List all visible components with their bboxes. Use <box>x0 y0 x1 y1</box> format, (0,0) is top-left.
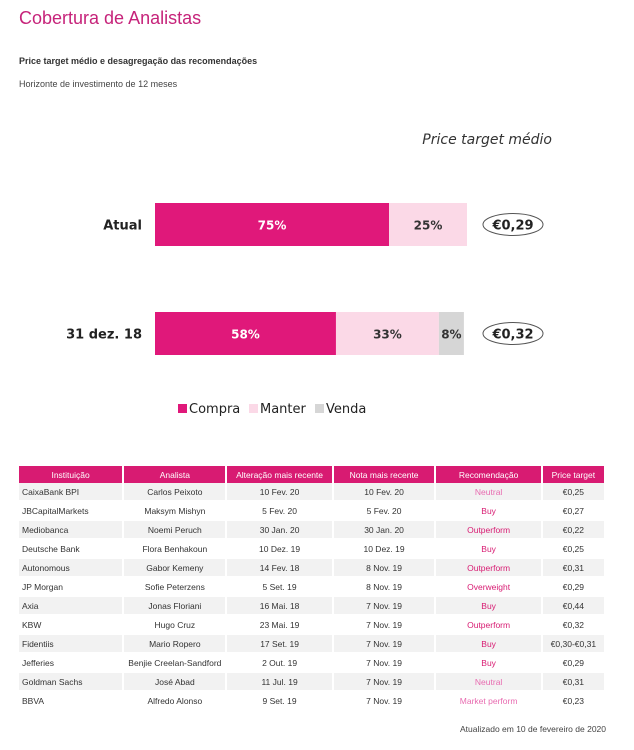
table-row <box>19 634 605 653</box>
cell-analyst: Flora Benhakoun <box>123 539 226 558</box>
cell-analyst: Noemi Peruch <box>123 520 226 539</box>
legend-label: Compra <box>189 402 241 417</box>
cell-price-target: €0,29 <box>542 577 605 596</box>
cell-institution: Fidentiis <box>19 634 123 653</box>
cell-recommendation: Buy <box>435 653 541 672</box>
updated-note: Atualizado em 10 de fevereiro de 2020 <box>459 724 606 734</box>
legend-label: Venda <box>326 402 367 417</box>
cell-institution: BBVA <box>19 691 123 710</box>
table-header-row <box>19 466 605 483</box>
cell-latest-change: 23 Mai. 19 <box>226 615 332 634</box>
cell-recommendation: Buy <box>435 596 541 615</box>
cell-institution: CaixaBank BPI <box>19 483 123 501</box>
col-header-price-target: Price target <box>542 466 605 483</box>
cell-latest-note: 30 Jan. 20 <box>333 520 436 539</box>
bar-value-label: 58% <box>231 327 260 342</box>
table-row <box>19 539 605 558</box>
chart-subtitle: Price target médio e desagregação das recomendações <box>19 56 258 66</box>
cell-analyst: Hugo Cruz <box>123 615 226 634</box>
cell-latest-note: 10 Fev. 20 <box>333 483 436 501</box>
cell-analyst: Maksym Mishyn <box>123 501 226 520</box>
cell-recommendation: Outperform <box>435 520 541 539</box>
bar-value-label: 25% <box>413 218 443 233</box>
bar-value-label: 8% <box>441 327 462 342</box>
cell-price-target: €0,44 <box>542 596 605 615</box>
cell-analyst: Alfredo Alonso <box>123 691 226 710</box>
page-title: Cobertura de Analistas <box>19 8 202 28</box>
cell-price-target: €0,32 <box>542 615 605 634</box>
col-header-institution: Instituição <box>19 466 123 483</box>
cell-latest-change: 10 Dez. 19 <box>226 539 332 558</box>
chart-header: Price target médio <box>422 132 552 148</box>
cell-institution: Axia <box>19 596 123 615</box>
cell-price-target: €0,30-€0,31 <box>542 634 605 653</box>
cell-price-target: €0,31 <box>542 672 605 691</box>
table-row <box>19 653 605 672</box>
cell-analyst: José Abad <box>123 672 226 691</box>
cell-price-target: €0,22 <box>542 520 605 539</box>
cell-latest-change: 5 Fev. 20 <box>226 501 332 520</box>
table-row <box>19 520 605 539</box>
col-header-recommendation: Recomendação <box>435 466 541 483</box>
cell-recommendation: Buy <box>435 539 541 558</box>
cell-latest-change: 17 Set. 19 <box>226 634 332 653</box>
table-row <box>19 596 605 615</box>
cell-analyst: Sofie Peterzens <box>123 577 226 596</box>
cell-latest-note: 8 Nov. 19 <box>333 577 436 596</box>
cell-latest-change: 5 Set. 19 <box>226 577 332 596</box>
cell-price-target: €0,27 <box>542 501 605 520</box>
analyst-table <box>19 466 606 711</box>
cell-analyst: Mario Ropero <box>123 634 226 653</box>
table-row <box>19 672 605 691</box>
cell-institution: KBW <box>19 615 123 634</box>
recommendation-chart <box>0 120 634 430</box>
cell-latest-change: 14 Fev. 18 <box>226 558 332 577</box>
category-label: Atual <box>103 218 142 234</box>
table-row <box>19 483 605 501</box>
cell-latest-change: 2 Out. 19 <box>226 653 332 672</box>
cell-latest-change: 9 Set. 19 <box>226 691 332 710</box>
bar-value-label: 33% <box>373 327 402 342</box>
cell-analyst: Gabor Kemeny <box>123 558 226 577</box>
investment-horizon: Horizonte de investimento de 12 meses <box>19 79 178 89</box>
cell-latest-note: 7 Nov. 19 <box>333 653 436 672</box>
cell-institution: Mediobanca <box>19 520 123 539</box>
cell-institution: Deutsche Bank <box>19 539 123 558</box>
cell-institution: JBCapitalMarkets <box>19 501 123 520</box>
cell-analyst: Carlos Peixoto <box>123 483 226 501</box>
col-header-latest-change: Alteração mais recente <box>226 466 332 483</box>
cell-recommendation: Market perform <box>435 691 541 710</box>
cell-latest-note: 7 Nov. 19 <box>333 596 436 615</box>
table-body <box>19 483 605 710</box>
cell-latest-note: 8 Nov. 19 <box>333 558 436 577</box>
cell-latest-change: 30 Jan. 20 <box>226 520 332 539</box>
category-label: 31 dez. 18 <box>66 327 142 343</box>
bar-value-label: 75% <box>257 218 287 233</box>
cell-recommendation: Buy <box>435 501 541 520</box>
legend-swatch <box>249 404 258 413</box>
cell-price-target: €0,31 <box>542 558 605 577</box>
table-row <box>19 577 605 596</box>
cell-price-target: €0,25 <box>542 539 605 558</box>
cell-latest-change: 16 Mai. 18 <box>226 596 332 615</box>
cell-latest-change: 10 Fev. 20 <box>226 483 332 501</box>
table-row <box>19 615 605 634</box>
cell-latest-note: 5 Fev. 20 <box>333 501 436 520</box>
table-row <box>19 691 605 710</box>
cell-latest-note: 10 Dez. 19 <box>333 539 436 558</box>
price-target-value: €0,32 <box>492 327 534 343</box>
cell-latest-note: 7 Nov. 19 <box>333 691 436 710</box>
legend-swatch <box>315 404 324 413</box>
cell-latest-note: 7 Nov. 19 <box>333 615 436 634</box>
legend-label: Manter <box>260 402 306 417</box>
legend-swatch <box>178 404 187 413</box>
cell-latest-note: 7 Nov. 19 <box>333 634 436 653</box>
cell-recommendation: Neutral <box>435 483 541 501</box>
cell-recommendation: Buy <box>435 634 541 653</box>
col-header-analyst: Analista <box>123 466 226 483</box>
cell-institution: Goldman Sachs <box>19 672 123 691</box>
table-row <box>19 558 605 577</box>
cell-latest-note: 7 Nov. 19 <box>333 672 436 691</box>
cell-price-target: €0,25 <box>542 483 605 501</box>
cell-recommendation: Outperform <box>435 615 541 634</box>
cell-institution: Jefferies <box>19 653 123 672</box>
cell-institution: JP Morgan <box>19 577 123 596</box>
cell-analyst: Jonas Floriani <box>123 596 226 615</box>
cell-price-target: €0,29 <box>542 653 605 672</box>
cell-recommendation: Outperform <box>435 558 541 577</box>
table-row <box>19 501 605 520</box>
cell-price-target: €0,23 <box>542 691 605 710</box>
cell-institution: Autonomous <box>19 558 123 577</box>
col-header-latest-note: Nota mais recente <box>333 466 436 483</box>
price-target-value: €0,29 <box>492 218 534 234</box>
cell-analyst: Benjie Creelan-Sandford <box>123 653 226 672</box>
cell-latest-change: 11 Jul. 19 <box>226 672 332 691</box>
cell-recommendation: Overweight <box>435 577 541 596</box>
cell-recommendation: Neutral <box>435 672 541 691</box>
